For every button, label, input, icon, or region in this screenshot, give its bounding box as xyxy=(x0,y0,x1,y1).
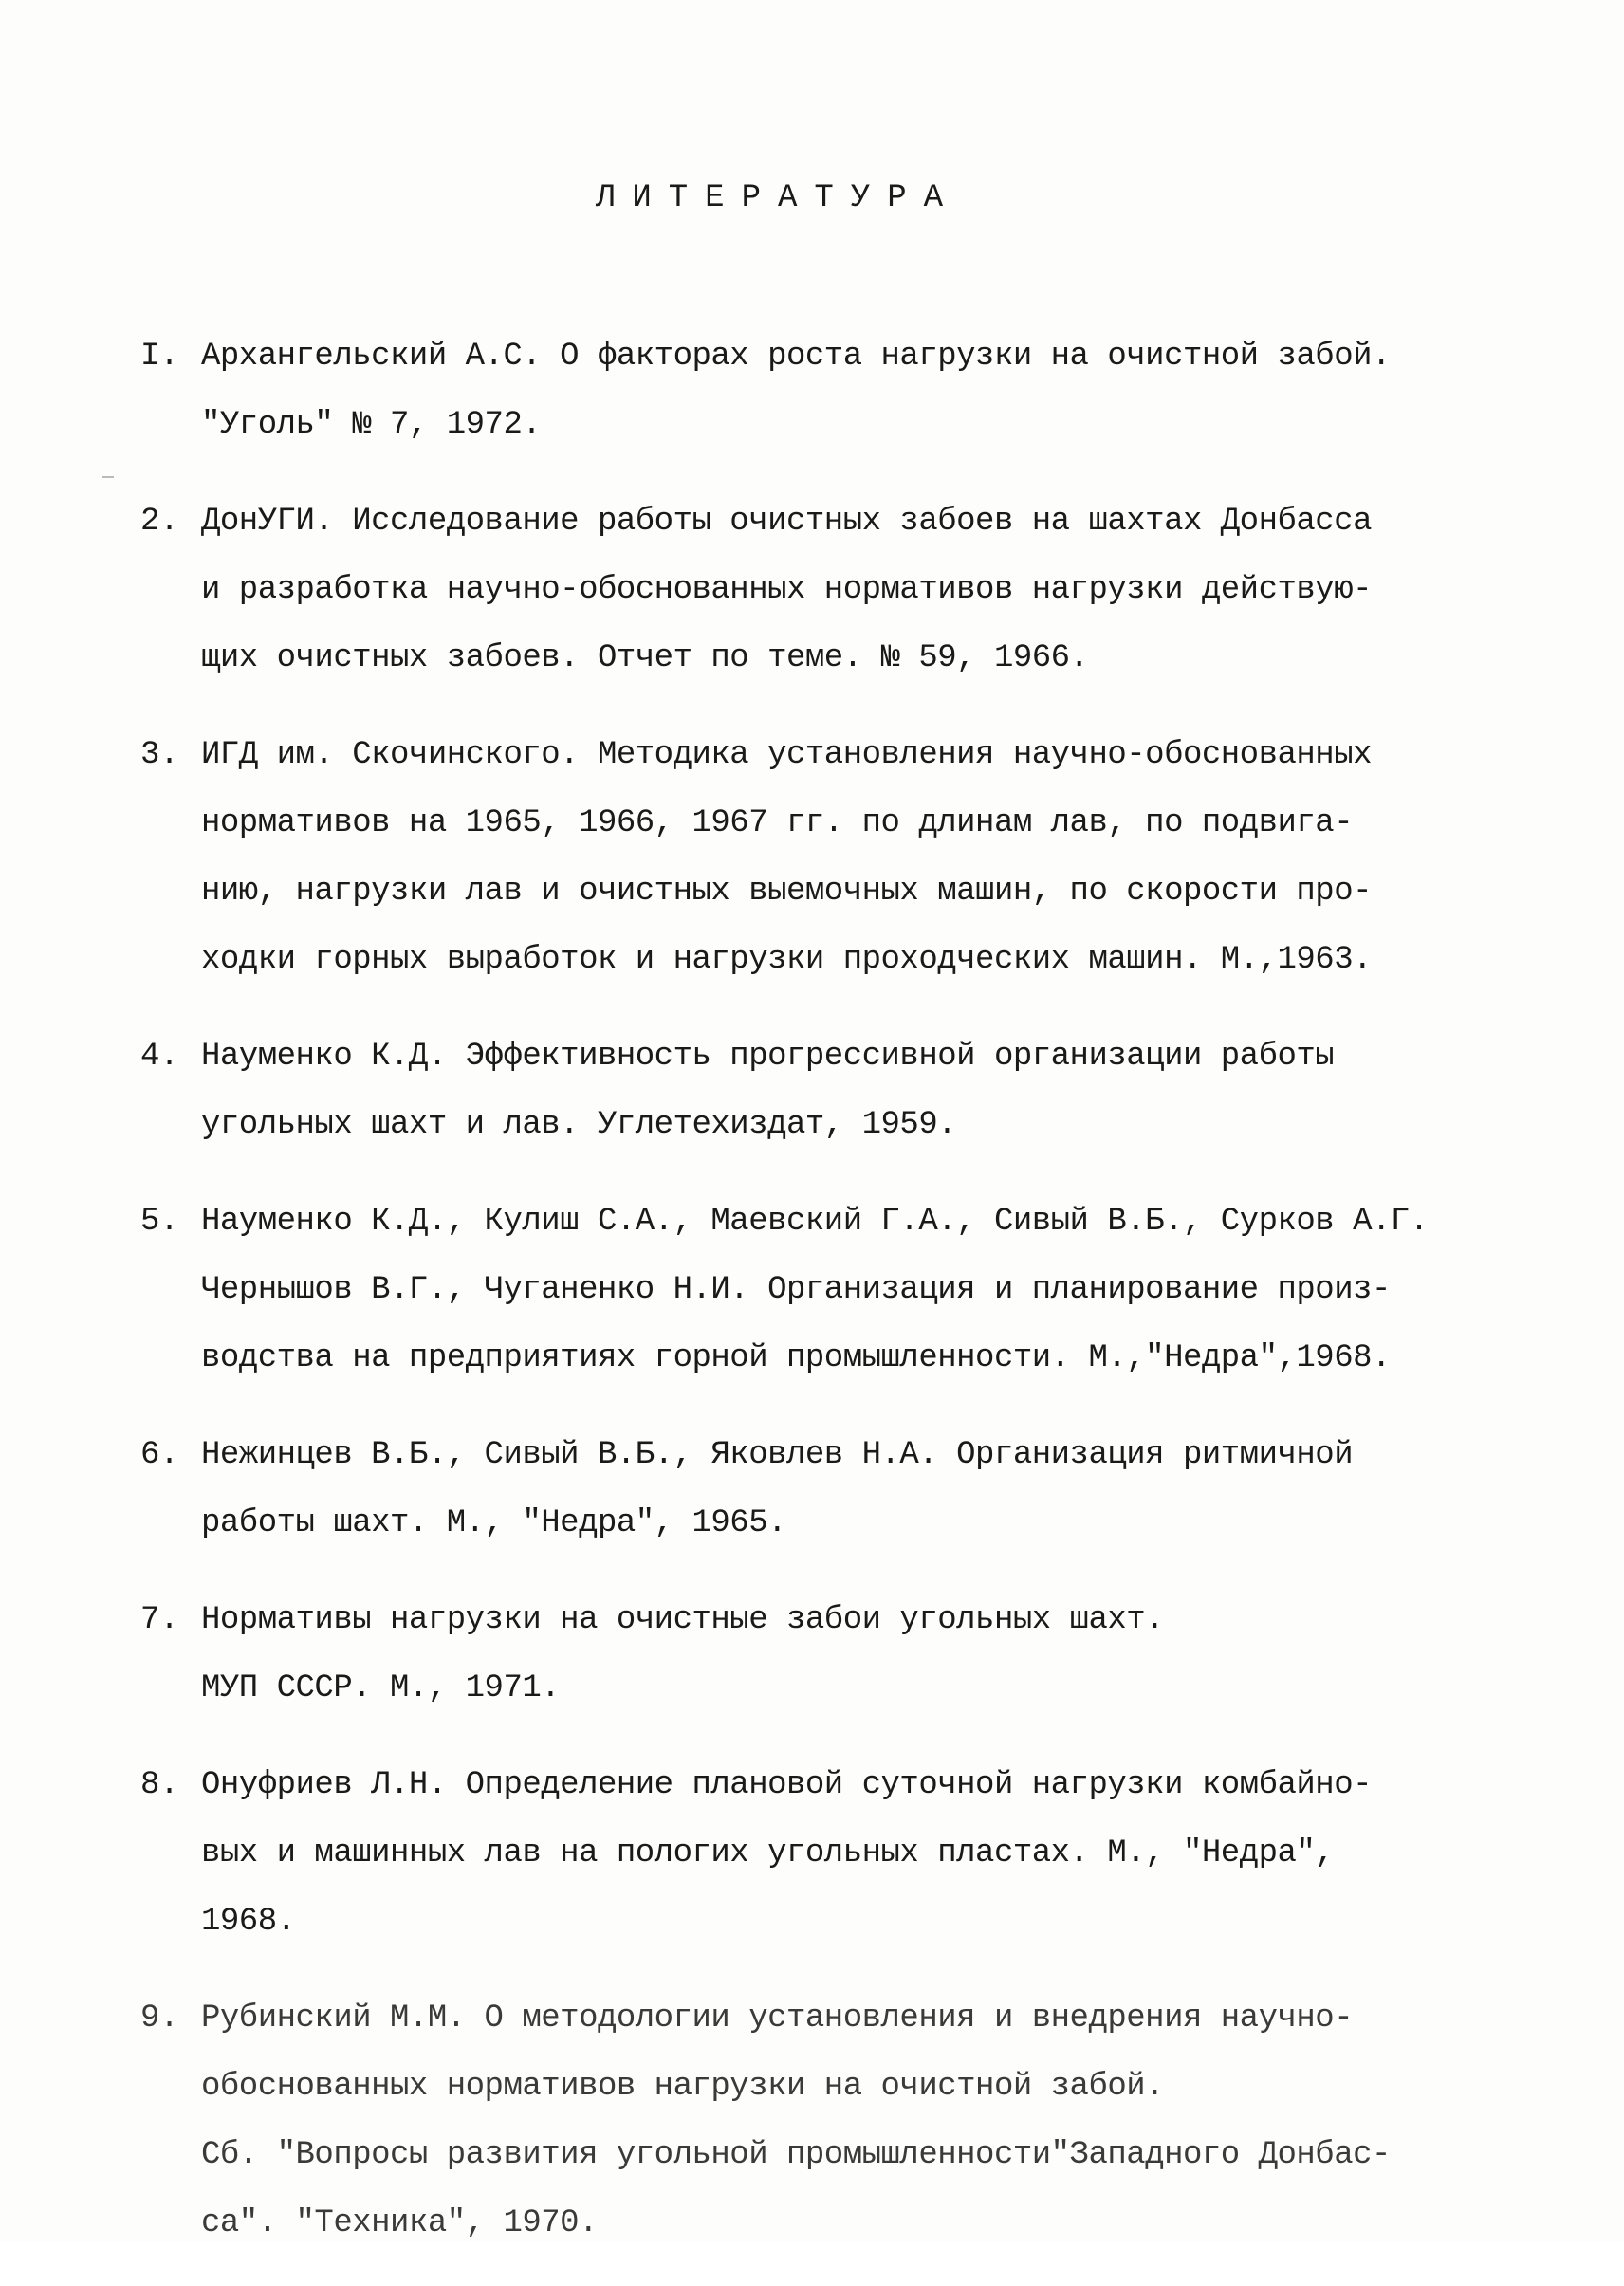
reference-item-5 xyxy=(140,1188,1563,1392)
reference-number: 3. xyxy=(140,737,179,773)
reference-line: Науменко К.Д., Кулиш С.А., Маевский Г.А., Сивый В.Б., Сурков А.Г. xyxy=(201,1204,1429,1240)
reference-item-1 xyxy=(140,323,1563,459)
reference-text xyxy=(201,1586,1563,1723)
reference-line: ходки горных выработок и нагрузки проходческих машин. М.,1963. xyxy=(201,942,1373,978)
reference-item-4 xyxy=(140,1023,1563,1159)
reference-line: Науменко К.Д. Эффективность прогрессивной организации работы xyxy=(201,1039,1335,1075)
reference-line: са". "Техника", 1970. xyxy=(201,2205,598,2241)
reference-line: Рубинский М.М. О методологии установления и внедрения научно- xyxy=(201,2000,1354,2037)
reference-text xyxy=(201,1984,1563,2258)
reference-item-8 xyxy=(140,1751,1563,1956)
reference-text xyxy=(201,1751,1563,1956)
reference-number: 6. xyxy=(140,1437,179,1473)
reference-text xyxy=(201,1188,1563,1392)
reference-text xyxy=(201,488,1563,692)
reference-line: угольных шахт и лав. Углетехиздат, 1959. xyxy=(201,1107,957,1143)
reference-number: 4. xyxy=(140,1039,179,1075)
reference-line: работы шахт. М., "Недра", 1965. xyxy=(201,1505,787,1541)
reference-number: 2. xyxy=(140,504,179,540)
reference-line: Сб. "Вопросы развития угольной промышленности"Западного Донбас- xyxy=(201,2137,1391,2173)
reference-item-3 xyxy=(140,721,1563,994)
reference-item-9 xyxy=(140,1984,1563,2258)
reference-item-6 xyxy=(140,1421,1563,1558)
reference-line: обоснованных нормативов нагрузки на очистной забой. xyxy=(201,2069,1165,2105)
reference-line: нормативов на 1965, 1966, 1967 гг. по длинам лав, по подвига- xyxy=(201,805,1354,841)
reference-line: Нормативы нагрузки на очистные забои угольных шахт. xyxy=(201,1602,1165,1638)
reference-text xyxy=(201,1023,1563,1159)
reference-number: 8. xyxy=(140,1767,179,1803)
reference-number: I. xyxy=(140,339,179,375)
reference-number: 5. xyxy=(140,1204,179,1240)
reference-item-2 xyxy=(140,488,1563,692)
reference-number: 9. xyxy=(140,2000,179,2037)
reference-text xyxy=(201,1421,1563,1558)
reference-item-7 xyxy=(140,1586,1563,1723)
reference-line: Чернышов В.Г., Чуганенко Н.И. Организация и планирование произ- xyxy=(201,1272,1391,1308)
reference-line: Онуфриев Л.Н. Определение плановой суточной нагрузки комбайно- xyxy=(201,1767,1373,1803)
reference-line: щих очистных забоев. Отчет по теме. № 59, 1966. xyxy=(201,640,1089,676)
reference-line: и разработка научно-обоснованных нормативов нагрузки действую- xyxy=(201,572,1373,608)
reference-line: ИГД им. Скочинского. Методика установления научно-обоснованных xyxy=(201,737,1373,773)
page-title: ЛИТЕРАТУРА xyxy=(595,180,961,216)
reference-line: вых и машинных лав на пологих угольных пластах. М., "Недра", xyxy=(201,1835,1335,1871)
reference-line: нию, нагрузки лав и очистных выемочных машин, по скорости про- xyxy=(201,874,1373,910)
reference-list xyxy=(140,323,1563,2286)
reference-line: Нежинцев В.Б., Сивый В.Б., Яковлев Н.А. Организация ритмичной xyxy=(201,1437,1354,1473)
margin-mark xyxy=(102,476,114,478)
reference-line: водства на предприятиях горной промышленности. М.,"Недра",1968. xyxy=(201,1340,1391,1376)
reference-line: 1968. xyxy=(201,1904,296,1940)
reference-line: "Уголь" № 7, 1972. xyxy=(201,407,542,443)
reference-line: МУП СССР. М., 1971. xyxy=(201,1670,561,1706)
reference-line: Архангельский А.С. О факторах роста нагрузки на очистной забой. xyxy=(201,339,1391,375)
reference-text xyxy=(201,323,1563,459)
reference-text xyxy=(201,721,1563,994)
reference-line: ДонУГИ. Исследование работы очистных забоев на шахтах Донбасса xyxy=(201,504,1373,540)
reference-number: 7. xyxy=(140,1602,179,1638)
